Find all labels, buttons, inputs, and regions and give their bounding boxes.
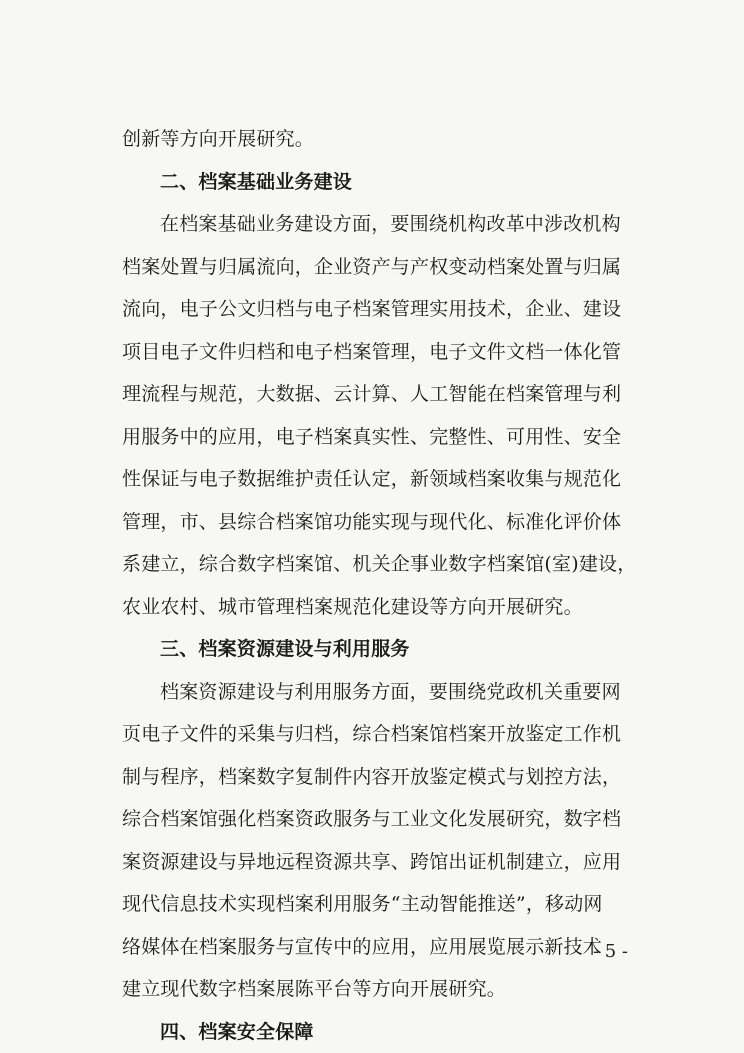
body-line: 档案处置与归属流向，企业资产与产权变动档案处置与归属 [122, 246, 626, 289]
body-line: 综合档案馆强化档案资政服务与工业文化发展研究，数字档 [122, 798, 626, 841]
body-line: 现代信息技术实现档案利用服务“主动智能推送”，移动网 [122, 883, 626, 926]
body-line: 管理，市、县综合档案馆功能实现与现代化、标准化评价体 [122, 501, 626, 544]
body-line: 流向，电子公文归档与电子档案管理实用技术，企业、建设 [122, 288, 626, 331]
body-line: 络媒体在档案服务与宣传中的应用，应用展览展示新技术 [122, 926, 626, 969]
section-heading-4: 四、档案安全保障 [122, 1011, 626, 1053]
body-line: 用服务中的应用，电子档案真实性、完整性、可用性、安全 [122, 416, 626, 459]
body-line: 创新等方向开展研究。 [122, 118, 626, 161]
body-line: 案资源建设与异地远程资源共享、跨馆出证机制建立，应用 [122, 841, 626, 884]
body-line: 制与程序，档案数字复制件内容开放鉴定模式与划控方法， [122, 756, 626, 799]
page-number: - 5 - [593, 941, 628, 962]
section-heading-2: 二、档案基础业务建设 [122, 161, 626, 204]
section-heading-3: 三、档案资源建设与利用服务 [122, 628, 626, 671]
body-line: 理流程与规范，大数据、云计算、人工智能在档案管理与利 [122, 373, 626, 416]
body-line: 建立现代数字档案展陈平台等方向开展研究。 [122, 968, 626, 1011]
paragraph-first-line: 档案资源建设与利用服务方面，要围绕党政机关重要网 [122, 671, 626, 714]
body-line: 项目电子文件归档和电子档案管理，电子文件文档一体化管 [122, 331, 626, 374]
body-line: 性保证与电子数据维护责任认定，新领域档案收集与规范化 [122, 458, 626, 501]
paragraph-first-line: 在档案基础业务建设方面，要围绕机构改革中涉改机构 [122, 203, 626, 246]
body-line: 农业农村、城市管理档案规范化建设等方向开展研究。 [122, 586, 626, 629]
body-line: 系建立，综合数字档案馆、机关企事业数字档案馆(室)建设， [122, 543, 626, 586]
body-line: 页电子文件的采集与归档，综合档案馆档案开放鉴定工作机 [122, 713, 626, 756]
